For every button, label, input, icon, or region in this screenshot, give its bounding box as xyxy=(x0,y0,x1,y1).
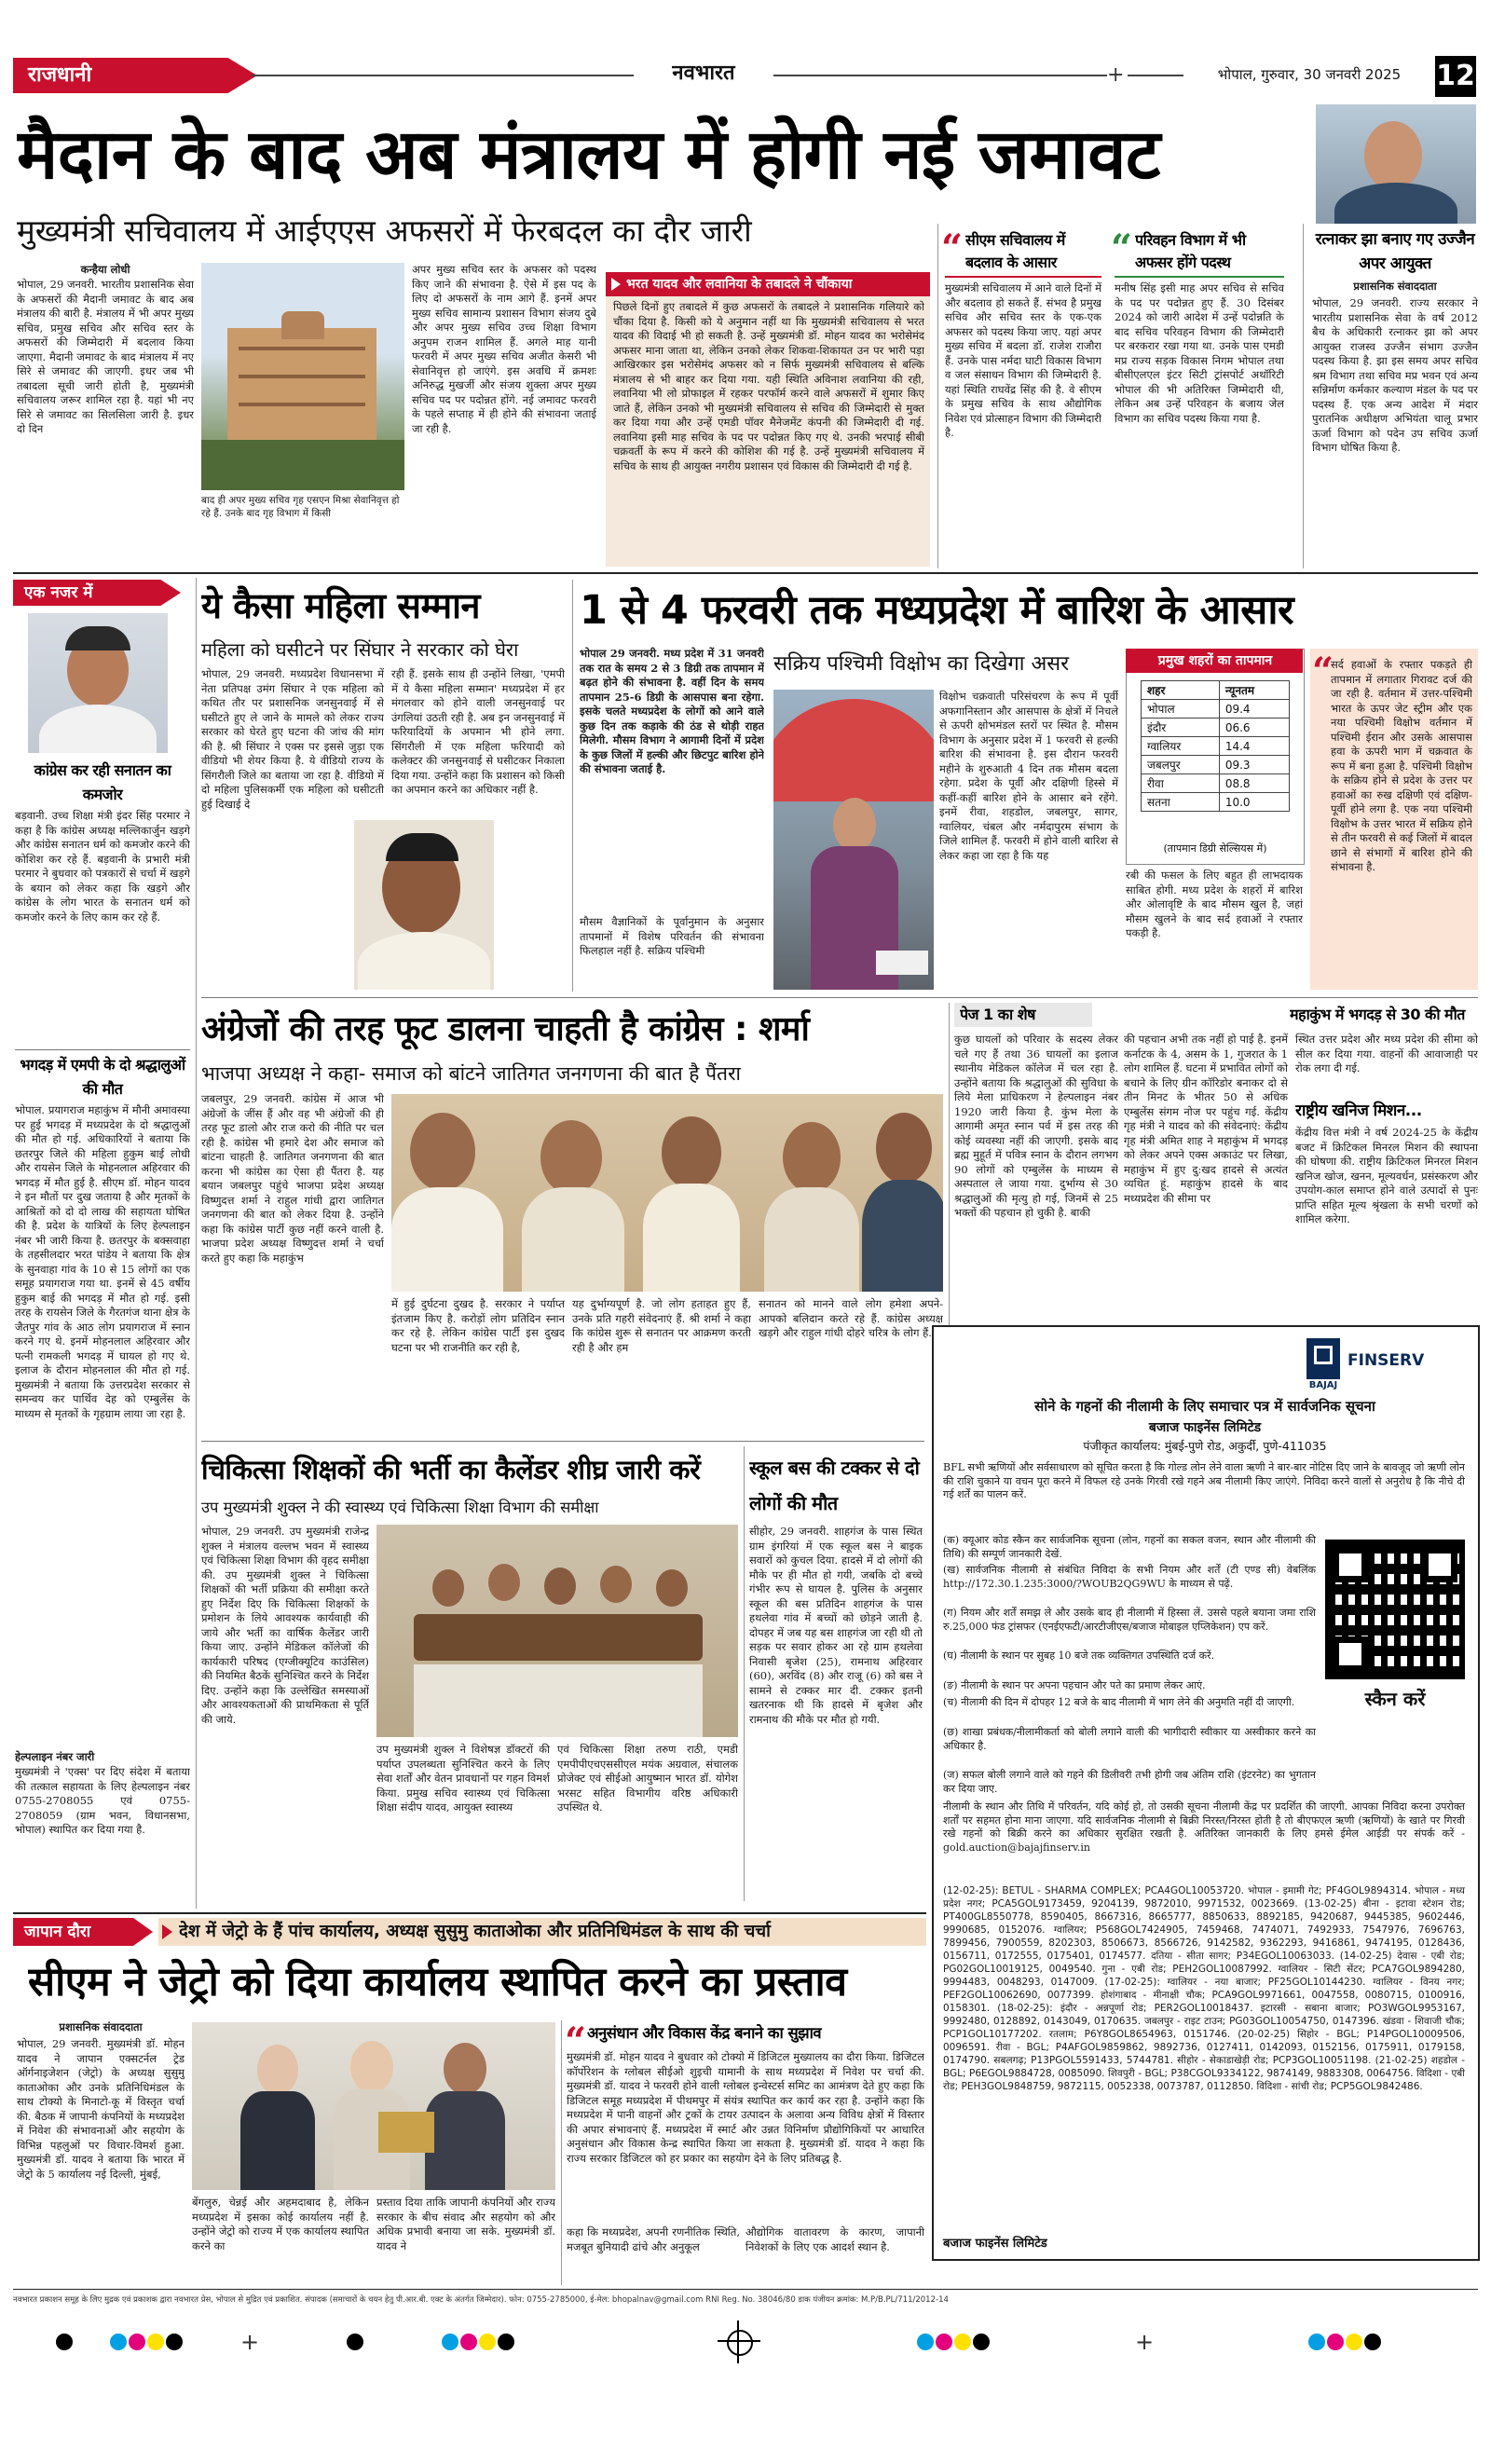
secretariat-photo xyxy=(201,263,404,490)
col-rule xyxy=(572,580,573,992)
col-rule xyxy=(937,224,938,568)
temp-header-city: शहर xyxy=(1142,681,1220,700)
ek-nazar-rule xyxy=(15,1049,190,1050)
notice-office: पंजीकृत कार्यालय: मुंबई-पुणे रोड, अकुर्दी, पुणे-411035 xyxy=(1083,1439,1327,1453)
temp-city: ग्वालियर xyxy=(1142,737,1220,756)
quote-mark-icon: “ xyxy=(565,2019,587,2063)
lead-body-mid: अपर मुख्य सचिव स्तर के अफसर को पदस्थ किए जाने की संभावना है. ऐसे में इस पद के लिए दो अफसरों के नाम आगे हैं. इनमें अपर मुख्य सचिव सामान्य प्रशासन विभाग संजय दुबे और अपर मुख्य सचिव उच्च शिक्षा विभाग अनुपम राजन शामिल हैं. अगले माह यानी फरवरी में अपर मुख्य सचिव अजीत केसरी भी सेवानिवृत्त हो जाएंगे. इस अवधि में क्रमशः अनिरुद्ध मुखर्जी और संजय शुक्ला अपर मुख्य सचिव पद पर पदोन्नत होंगे. नई जमावट फरवरी के पहले सप्ताह में ही होने की संभावना जताई जा रही है. xyxy=(412,263,596,435)
notice-term: (छ) शाखा प्रबंधक/नीलामीकर्ता को बोली लगाने वाली की भागीदारी स्वीकार या अस्वीकार करने का अधिकार है. xyxy=(943,1726,1316,1752)
japan-byline: प्रशासनिक संवाददाता xyxy=(59,2020,143,2033)
table-row xyxy=(1142,700,1290,719)
japan-body-5: औद्योगिक वातावरण के कारण, जापानी निवेशकों के लिए एक आदर्श स्थान है. xyxy=(746,2225,924,2253)
temp-value: 10.0 xyxy=(1219,793,1289,812)
side3-byline: प्रशासनिक संवाददाता xyxy=(1353,280,1437,293)
side2-title: परिवहन विभाग में भी अफसर होंगे पदस्थ xyxy=(1135,231,1246,271)
school-bus-headline: स्कूल बस की टक्कर से दो लोगों की मौत xyxy=(749,1457,920,1514)
box-body: पिछले दिनों हुए तबादले में कुछ अफसरों के तबादले ने प्रशासनिक गलियारे को चौंका दिया है. किसी को ये अनुमान नहीं था कि मुख्यमंत्री सचिवालय से भरत यादव की विदाई भी हो सकती है. उन्हें मुख्यमंत्री डॉ. मोहन यादव का भरोसेमंद अफसर माना जाता था, लेकिन उनको लेकर शिकवा-शिकायत उन पर भारी पड़ा आखिरकार इस भरोसेमंद अफसर को न सिर्फ मुख्यमंत्री सचिवालय से बल्कि मंत्रालय से भी बाहर कर दिया गया. यही स्थिति अविनाश लवानिया की रही, लवानिया भी लो प्रोफाइल में रहकर परफॉर्म करने वाले अफसरों में शुमार किए जाते हैं, लेकिन उनको भी मुख्यमंत्री सचिवालय से सचिव की जिम्मेदारी से मुक्त कर दिया गया और उन्हें एमडी पॉवर मैनेजमेंट कंपनी की जिम्मेदारी दी गई. लवानिया इसी माह सचिव के पद पर पदोन्नत किए गए थे. उनकी भरपाई सीबी चक्रवर्ती के रूप में करने की कोशिश की गई है. उन्हें मुख्यमंत्री सचिवालय में सचिव के साथ ही आयुक्त नगरीय प्रशासन एवं विकास की जिम्मेदारी दी गई है. xyxy=(613,300,924,472)
side3-body: भोपाल, 29 जनवरी. राज्य सरकार ने भारतीय प्रशासनिक सेवा के वर्ष 2012 बैच के अधिकारी रत्नाकर झा को अपर आयुक्त राजस्व उज्जैन संभाग उज्जैन पदस्थ किया है. झा इस समय अपर सचिव श्रम विभाग तथा सचिव मप्र भवन एवं अन्य सन्निर्माण कर्मकार कल्याण मंडल के पद पर पदस्थ हैं. एक अन्य आदेश में मंदार पुरातनिक अधीक्षण अभियंता चालू प्रभार ऊर्जा विभाग को पदेन उप सचिव ऊर्जा विभाग घोषित किया है. xyxy=(1312,296,1478,454)
rain-headline: 1 से 4 फरवरी तक मध्यप्रदेश में बारिश के आसार xyxy=(580,587,1294,634)
temp-value: 14.4 xyxy=(1219,737,1289,756)
japan-sub-title: अनुसंधान और विकास केंद्र बनाने का सुझाव xyxy=(587,2024,822,2042)
japan-body-4: कहा कि मध्यप्रदेश, अपनी रणनीतिक स्थिति, मजबूत बुनियादी ढांचे और अनुकूल xyxy=(567,2225,740,2253)
minister-photo xyxy=(28,613,168,753)
shesh-body-4: केंद्रीय वित्त मंत्री ने वर्ष 2024-25 के केंद्रीय बजट में क्रिटिकल मिनरल मिशन की स्थापना की घोषणा की. राष्ट्रीय क्रिटिकल मिनरल मिशन खनिज खोज, खनन, मूल्यवर्धन, प्रसंस्करण और उपयोग-काल समाप्त होने वाले उत्पादों से पुनः प्राप्ति सहित मूल्य श्रृंखला के सभी चरणों को शामिल करेगा. xyxy=(1295,1126,1478,1225)
shesh-body-3: स्थित उत्तर प्रदेश और मध्य प्रदेश की सीमा को सील कर दिया गया. वाहनों की आवाजाही पर रोक लगा दी गई. xyxy=(1295,1033,1478,1075)
table-row xyxy=(1142,793,1290,812)
side1-body: मुख्यमंत्री सचिवालय में आने वाले दिनों में और बदलाव हो सकते हैं. संभव है प्रमुख सचिव और सचिव स्तर के एक-एक अफसर को पदस्थ किया जाए. यहां अपर मुख्य सचिव में बदला डॉ. राजेश राजौरा हैं. उनके पास नर्मदा घाटी विकास विभाग व जल संसाधन विभाग की जिम्मेदारी है. यहां स्थिति राघवेंद्र सिंह की है. वे सीएम के प्रमुख सचिव के साथ औद्योगिक निवेश एवं प्रोत्साहन विभाग की जिम्मेदारी है. xyxy=(945,281,1101,439)
table-row xyxy=(1142,719,1290,737)
temp-value: 08.8 xyxy=(1219,774,1289,793)
masthead: नवभारत xyxy=(634,60,773,88)
temp-value: 09.4 xyxy=(1219,700,1289,719)
chikitsa-body-2: उप मुख्यमंत्री शुक्ल ने विशेषज्ञ डॉक्टरों की पर्याप्त उपलब्धता सुनिश्चित करने के लिए सेवा शर्तों और वेतन प्रावधानों पर गहन विमर्श किया. प्रमुख सचिव स्वास्थ्य एवं चिकित्सा शिक्षा संदीप यादव, आयुक्त स्वास्थ्य xyxy=(376,1743,550,1814)
japan-banner-arrow-icon xyxy=(162,1924,172,1939)
notice-body-2: नीलामी के स्थान और तिथि में परिवर्तन, यदि कोई हो, तो उसकी सूचना नीलामी केंद्र पर प्रदर्शित की जाएगी. आपका निविदा करना उपरोक्त शर्तों पर सहमत होना माना जाएगा. यदि सार्वजनिक नीलामी से बिक्री निरस्त/निरस्त होती है तो बीएफएल ऋणी (ऋणियों) के खाते पर गिरवी रखे गहनों को बिक्री करने का अधिकार सुरक्षित रखती है. अतिरिक्त जानकारी के लिए हमसे ईमेल आईडी पर संपर्क करें - gold.auction@bajajfinserv.in xyxy=(943,1800,1465,1854)
shesh-title-2: महाकुंभ में भगदड़ से 30 की मौत xyxy=(1290,1006,1465,1023)
congress-headline: अंग्रेजों की तरह फूट डालना चाहती है कांग्रेस : शर्मा xyxy=(201,1010,810,1048)
reporter-photo xyxy=(1316,104,1476,224)
congress-subhead: भाजपा अध्यक्ष ने कहा- समाज को बांटने जातिगत जनगणना की बात है पैंतरा xyxy=(201,1062,741,1085)
lead-subhead: मुख्यमंत्री सचिवालय में आईएएस अफसरों में फेरबदल का दौर जारी xyxy=(17,212,752,249)
ek-nazar-s1-title: कांग्रेस कर रही सनातन का कमजोर xyxy=(34,761,171,803)
temp-city: जबलपुर xyxy=(1142,756,1220,774)
col-rule xyxy=(196,578,197,1909)
section-rule xyxy=(13,572,1478,574)
col-rule xyxy=(561,2020,562,2285)
review-meeting-photo xyxy=(376,1525,738,1737)
rain-quote: सर्द हवाओं के रफ्तार पकड़ते ही तापमान में लगातार गिरावट दर्ज की जा रही है. वर्तमान में उत्तर-पश्चिमी भारत के ऊपर जेट स्ट्रीम और एक नया पश्चिमी विक्षोभ वर्तमान में पश्चिमी ईरान और उसके आसपास हवा के ऊपरी भाग में चक्रवात के रूप में बना हुआ है. पश्चिमी विक्षोभ के सक्रिय होने से प्रदेश के उत्तर पर हवाओं का रुख दक्षिणी एवं दक्षिण-पूर्वी होने लगा है. एक नया पश्चिमी विक्षोभ के उत्तर भारत में सक्रिय होने से तीन फरवरी से कई जिलों में बादल छाने से संभागों में बारिश होने की संभावना है. xyxy=(1331,658,1472,873)
ek-nazar-helpline-title: हेल्पलाइन नंबर जारी xyxy=(15,1750,95,1763)
shesh-title-3: राष्ट्रीय खनिज मिशन... xyxy=(1295,1102,1422,1120)
temp-note: (तापमान डिग्री सेल्सियस में) xyxy=(1163,842,1267,855)
ek-nazar-label: एक नजर में xyxy=(24,583,93,602)
col-rule xyxy=(1303,224,1304,568)
rain-lead: भोपाल 29 जनवरी. मध्य प्रदेश में 31 जनवरी तक रात के समय 2 से 3 डिग्री तक तापमान में बढ़त होने की संभावना है. वहीं दिन के समय तापमान 25-6 डिग्री के आसपास बना रहेगा. इसके चलते मध्यप्रदेश के लोगों को आने वाले कुछ दिन तक कड़ाके की ठंड से थोड़ी राहत मिलेगी. मौसम विभाग ने आगामी दिनों में प्रदेश के कुछ जिलों में हल्की और छिटपुट बारिश होने की संभावना जताई है. xyxy=(580,647,764,775)
temp-value: 06.6 xyxy=(1219,719,1289,737)
quote-mark-icon: “ xyxy=(1312,650,1334,693)
notice-term: (क) क्यूआर कोड स्कैन कर सार्वजनिक सूचना (लोन, गहनों का सकल वजन, स्थान और नीलामी की तिथि) की सम्पूर्ण जानकारी देखें. xyxy=(943,1534,1316,1560)
notice-term: (घ) नीलामी के स्थान पर सुबह 10 बजे तक व्यक्तिगत उपस्थिति दर्ज करें. xyxy=(943,1650,1215,1662)
temp-city: इंदौर xyxy=(1142,719,1220,737)
side2-rule xyxy=(1115,276,1284,278)
notice-company: बजाज फाइनेंस लिमिटेड xyxy=(1148,1420,1262,1435)
side2-body: मनीष सिंह इसी माह अपर सचिव से सचिव के पद पर पदोन्नत हुए हैं. 30 दिसंबर 2024 को जारी आदेश में उन्हें पदोन्नति के बाद सचिव परिवहन विभाग की जिम्मेदारी पर बरकरार रखा गया था. उनके पास एमडी मप्र राज्य सड़क विकास निगम भोपाल तथा बीसीएलएल इंटर सिटी ट्रांसपोर्ट अथॉरिटी भोपाल की भी अतिरिक्त जिम्मेदारी थी, लेकिन अब उन्हें परिवहन के बजाय जेल विभाग का सचिव पदस्थ किया गया है. xyxy=(1115,281,1284,425)
footer-rule xyxy=(13,2289,1478,2290)
school-bus-body: सीहोर, 29 जनवरी. शाहगंज के पास स्थित ग्राम इंगरियां में एक स्कूल बस ने बाइक सवारों को कुचल दिया. हादसे में दो लोगों की मौके पर ही मौत हो गयी, जबकि दो बच्चे गंभीर रूप से घायल है. पुलिस के अनुसार स्कूल की बस प्रतिदिन शाहगंज के पास हथलेवा गांव में बच्चों को छोड़ने जाती है. दोपहर में जब यह बस शाहगंज जा रही थी तो सड़क पर सवार होकर आ रहे ग्राम हथलेवा निवासी बृजेश (25), रामनाथ अहिरवार (60), अरविंद (8) और राजू (6) को बस ने सामने से टक्कर मार दी. टक्कर इतनी खतरनाक थी कि हादसे में बृजेश और रामनाथ की मौके पर मौत हो गयी. xyxy=(749,1525,923,1726)
col-rule xyxy=(744,1446,745,1901)
japan-banner: देश में जेट्रो के हैं पांच कार्यालय, अध्यक्ष सुसुमु काताओका और प्रतिनिधिमंडल के साथ की चर्चा xyxy=(179,1922,771,1941)
bajaj-brand-right: FINSERV xyxy=(1347,1351,1425,1370)
notice-accounts: (12-02-25): BETUL - SHARMA COMPLEX; PCA4GOL10053720. भोपाल - इमामी गेट; PF4GOL9894314. भोपाल - मध्य प्रदेश नगर; PCA5GOL9173459, 9204139, 9872010, 9971532, 0023669. (13-02-25) बीना - इटावा स्टेशन रोड; PT400GL8550778, 8590405, 8667316, 8665777, 8850633, 8892185, 9420687, 9445385, 9602446, 9990685, 0152076. ग्वालियर; P568GOL7424905, 7459468, 7474071, 7492933, 7547976, 7696763, 7899456, 7900559, 8202303, 8506673, 8566726, 9142582, 9362293, 9416861, 9474195, 0128436, 0156711, 0172555, 0175401, 0174577. दतिया - सीता सागर; P34EGOL10063033. (14-02-25) देवास - एबी रोड; PG02GOL10019125, 0049540. गुना - एबी रोड; PEH2GOL10087992. ग्वालियर - सिटी सेंटर; PCA7GOL9894280, 9994483, 0048293, 0147009. (17-02-25): ग्वालियर - नया बाजार; PF25GOL10144230. ग्वालियर - विनय नगर; PEF2GOL10062690, 0077399. होशंगाबाद - मीनाक्षी चौक; PCA9GOL9971661, 0047558, 0080715, 0100916, 0158301. (18-02-25): इंदौर - अन्नपूर्णा रोड; PER2GOL10018437. इटारसी - सबाना बाजार; PO3WGOL9953167, 9992480, 0128892, 0143049, 0170635. जबलपुर - राइट टाउन; PG03GOL10054750, 0147396. खंडवा - शिवाजी चौक; PCP1GOL10177202. रतलाम; P6Y8GOL8654963, 0151746. (20-02-25) सिहोर - BGL; P14PGOL10009506, 0096591. रीवा - BGL; P4AFGOL9859862, 9892736, 0127411, 0142093, 0152156, 0175911, 0179158, 0174790. सबलगढ़; P13PGOL5591433, 5744781. सीहोर - सेकाडाखेड़ी रोड; PCP3GOL10051198. (21-02-25) शहडोल - BGL; P6EGOL9884728, 0085090. शिवपुरी - BGL; P38CGOL9334122, 9874149, 9883308, 0064756. विदिशा - एबी रोड; PEH3GOL9848759, 9872115, 0052338, 0073787, 0112850. विदिशा - सांची रोड; PCP5GOL9842486. xyxy=(943,1885,1465,2092)
registration-bar: + + xyxy=(0,2319,1491,2365)
rain-lead-2: मौसम वैज्ञानिकों के पूर्वानुमान के अनुसार तापमानों में विशेष परिवर्तन की संभावना फिलहाल नहीं है. सक्रिय पश्चिमी xyxy=(580,915,764,957)
notice-footer: बजाज फाइनेंस लिमिटेड xyxy=(943,2237,1047,2251)
congress-body-2: में हुई दुर्घटना दुखद है. सरकार ने पर्याप्त इंतजाम किए है. करोड़ों लोग प्रतिदिन स्नान कर रहे है. लेकिन कांग्रेस पार्टी इस दुखद घटना पर भी राजनीति कर रही है, xyxy=(391,1297,565,1354)
mahila-headline: ये कैसा महिला सम्मान xyxy=(201,585,480,626)
mahila-body-2: रही हैं. इसके साथ ही उन्होंने लिखा, 'एमपी में ये कैसा महिला सम्मान' मध्यप्रदेश में हर मंगलवार को होने वाली जनसुनवाई पर उंगलियां उठती रही है. अब इन जनसुनवाई में फरियादियों के अपमान भी होने लगा. सिंगरौली में एक महिला फरियादी को कलेक्टर की जनसुनवाई से घसीटकर निकाला दिया गया. उन्होंने कहा कि प्रशासन को किसी का अपमान करने का अधिकार नहीं है. xyxy=(391,667,565,796)
section-rule xyxy=(201,997,1478,998)
rain-umbrella-photo xyxy=(773,690,934,990)
mahila-body-2b xyxy=(499,820,565,990)
japan-body-3: प्रस्ताव दिया ताकि जापानी कंपनियों और राज्य सरकार के बीच संवाद और सहयोग को और अधिक प्रभावी बनाया जा सके. मुख्यमंत्री डॉ. यादव ने xyxy=(376,2196,555,2252)
side1-title: सीएम सचिवालय में बदलाव के आसार xyxy=(965,231,1065,271)
japan-body-1: भोपाल, 29 जनवरी. मुख्यमंत्री डॉ. मोहन यादव ने जापान एक्सटर्नल ट्रेड ऑर्गनाइजेशन (जेट्रो) के अध्यक्ष सुसुमु काताओका और उनके प्रतिनिधिमंडल के साथ टोक्यो के मिनाटो-कू में विस्तृत चर्चा की. बैठक में जापानी कंपनियों के मध्यप्रदेश में निवेश की संभावनाओं और सहयोग के विभिन्न पहलुओं पर विचार-विमर्श हुआ. मुख्यमंत्री डॉ. यादव ने बताया कि भारत में जेट्रो के 5 कार्यालय नई दिल्ली, मुंबई, xyxy=(17,2037,185,2181)
table-row xyxy=(1142,774,1290,793)
section-rule xyxy=(201,1441,924,1442)
dateline: भोपाल, गुरुवार, 30 जनवरी 2025 xyxy=(1183,63,1435,86)
notice-term: (ङ) नीलामी के स्थान पर अपना पहचान और पते का प्रमाण लेकर आएं. xyxy=(943,1679,1206,1691)
bajaj-brand: BAJAJ xyxy=(1308,1380,1338,1390)
side3-title: रत्नाकर झा बनाए गए उज्जैन अपर आयुक्त xyxy=(1315,230,1475,273)
imprint: नवभारत प्रकाशन समूह के लिए मुद्रक एवं प्रकाशक द्वारा नवभारत प्रेस, भोपाल से मुद्रित एवं प्रकाशित. संपादक (समाचारों के चयन हेतु पी.आर.बी. एक्ट के अंतर्गत जिम्मेदार). फोन: 0755-2785000, ई-मेल: bhopalnav@gmail.com RNI Reg. No. 38046/80 डाक पंजीयन क्रमांक: M.P/B.PL/711/2012-14 xyxy=(13,2295,949,2305)
box-title: भरत यादव और लवानिया के तबादले ने चौंकाया xyxy=(626,277,853,292)
ek-nazar-s2-title: भगदड़ में एमपी के दो श्रद्धालुओं की मौत xyxy=(20,1056,185,1098)
rain-body-2: रबी की फसल के लिए बहुत ही लाभदायक साबित होगी. मध्य प्रदेश के शहरों में बारिश और ओलावृष्टि के बाद मौसम खुल है, जहां मौसम खुलने के बाद सर्द हवाओं ने रफ्तार पकड़ी है. xyxy=(1126,869,1303,939)
ek-nazar-s2-body: भोपाल. प्रयागराज महाकुंभ में मौनी अमावस्या पर हुई भगदड़ में मध्यप्रदेश के दो श्रद्धालुओं की मौत हो गई. अधिकारियों ने बताया कि छतरपुर जिले की महिला हुकुम बाई लोधी और रायसेन जिले के मोहनलाल अहिरवार की भगदड़ में मौत हुई है. सीएम डॉ. मोहन यादव ने इन मौतों पर दुख जताया है और मृतकों के आश्रितों को दो दो लाख की सहायता घोषित की है. प्रदेश के यात्रियों के लिए हेल्पलाइन नंबर भी जारी किया है. छतरपुर के बक्सवाहा के तहसीलदार भरत पांडेय ने बताया कि क्षेत्र के सुनवाहा गांव के 10 से 15 लोगों का एक समूह प्रयागराज गया था. इनमें से 45 वर्षीय हुकुम बाई की भगदड़ में मौत हो गई. इसी तरह के रायसेन जिले के गैरतगंज थाना क्षेत्र के जैतपुर गांव के आठ लोग प्रयागराज में स्नान करने गए थे. इनमें मोहनलाल अहिरवार और पत्नी रामकली भगदड़ में घायल हो गए थे. इलाज के दौरान मोहनलाल की मौत हो गई. मुख्यमंत्री ने बताया कि उत्तरप्रदेश सरकार से समन्वय कर पार्थिव देह को एम्बुलेंस के माध्यम से मृतकों के गृहग्राम लाया जा रहा है. xyxy=(15,1103,190,1420)
quote-mark-icon: “ xyxy=(941,226,964,270)
shesh-body-2: की पहचान अभी तक नहीं हो पाई है. इनमें कर्नाटक के 4, असम के 1, गुजरात के 1 लोग शामिल हैं. घटना में प्रभावित लोगों को बचाने के लिए ग्रीन कॉरिडोर बनाकर दो से तीन मिनट के भीतर 50 से अधिक एम्बुलेंस संगम नोज पर पहुंच गई. केंद्रीय गृह मंत्री ने यादव को की संवेदनाएं: केंद्रीय गृह मंत्री अमित शाह ने महाकुंभ में भगदड़ को लेकर अपने एक्स अकाउंट पर लिखा, महाकुंभ में हुए दु:खद हादसे से अत्यंत व्यथित हूं. महाकुंभ हादसे के बाद मध्यप्रदेश की सीमा पर xyxy=(1124,1033,1288,1205)
lead-body-left: भोपाल, 29 जनवरी. भारतीय प्रशासनिक सेवा के अफसरों की मैदानी जमावट के बाद अब मंत्रालय की बारी है. मंत्रालय में भी अपर मुख्य सचिव, प्रमुख सचिव और सचिव स्तर के अफसरों की जिम्मेदारी में बदलाव किया जाएगा. मैदानी जमावट के बाद मंत्रालय में नए सिरे से जमावट की जाएगी. इधर जब भी तबादला सूची जारी होती है, मुख्यमंत्री सचिवालय जरूर शामिल रहा है. यहां भी नए सिरे से जमावट का सिलसिला जारी है. इधर दो दिन xyxy=(17,278,194,435)
sharma-press-photo xyxy=(391,1094,943,1292)
shesh-title: पेज 1 का शेष xyxy=(960,1006,1035,1023)
chikitsa-headline: चिकित्सा शिक्षकों की भर्ती का कैलेंडर शीघ्र जारी करें xyxy=(201,1454,701,1485)
qr-label: स्कैन करें xyxy=(1364,1688,1426,1710)
congress-body-4: सनातन को मानने वाले लोग हमेशा अपने-आपको बलिदान करते रहे हैं. कांग्रेस अध्यक्ष खड़गे और राहुल गांधी दोहरे चरित्र के लोग हैं. xyxy=(759,1297,943,1339)
temp-city: सतना xyxy=(1142,793,1220,812)
rain-subhead: सक्रिय पश्चिमी विक्षोभ का दिखेगा असर xyxy=(773,652,1070,676)
japan-label: जापान दौरा xyxy=(24,1923,91,1941)
japan-body-2: बेंगलुरु, चेन्नई और अहमदाबाद है, लेकिन मध्यप्रदेश में इसका कोई कार्यालय नहीं है. उन्होंने जेट्रो को राज्य में एक कार्यालय स्थापित करने का xyxy=(192,2196,369,2252)
secretariat-photo-caption: बाद ही अपर मुख्य सचिव गृह एसएन मिश्रा सेवानिवृत्त हो रहे हैं. उनके बाद गृह विभाग में किसी xyxy=(201,495,400,519)
section-rule xyxy=(13,1912,926,1914)
table-row xyxy=(1142,756,1290,774)
register-mark-icon: + xyxy=(1107,65,1128,86)
chikitsa-body-3: एवं चिकित्सा शिक्षा तरुण राठी, एमडी एमपीपीएचएससीएल मयंक अग्रवाल, संचालक प्रोजेक्ट एवं सीईओ आयुष्मान भारत डॉ. योगेश भरसट सहित विभागीय वरिष्ठ अधिकारी उपस्थित थे. xyxy=(557,1743,738,1814)
rain-body: विक्षोभ चक्रवाती परिसंचरण के रूप में पूर्वी अफगानिस्तान और आसपास के क्षेत्रों में निचले से ऊपरी क्षोभमंडल स्तरों पर स्थित है. मौसम विभाग के अनुसार प्रदेश में 1 फरवरी से हल्की बारिश की संभावना है. इस दौरान फरवरी महीने के शुरुआती 4 दिन तक मौसम बदला रहेगा. प्रदेश के पूर्वी और दक्षिणी हिस्से में कहीं-कहीं बारिश होने के आसार बने रहेंगे. इनमें रीवा, शहडोल, जबलपुर, सागर, ग्वालियर, चंबल और नर्मदापुरम संभाग के जिले शामिल हैं. फरवरी में होने वाली बारिश से लेकर कहा जा रहा है कि यह xyxy=(939,690,1118,862)
temp-table xyxy=(1141,680,1290,812)
bajaj-logo xyxy=(1306,1338,1340,1379)
ek-nazar-s1-body: बड़वानी. उच्च शिक्षा मंत्री इंदर सिंह परमार ने कहा है कि कांग्रेस अध्यक्ष मल्लिकार्जुन खड़गे और कांग्रेस सनातन धर्म को कमजोर करने की कोशिश कर रहे हैं. बड़वानी के प्रभारी मंत्री परमार ने बुधवार को पत्रकारों से चर्चा में खड़गे के बयान को लेकर कहा कि खड़गे और कांग्रेस के लोग भारत के सनातन धर्म को कमजोर करने के लिए काम कर रहे हैं. xyxy=(15,809,190,924)
section-label: राजधानी xyxy=(28,63,92,87)
temp-city: भोपाल xyxy=(1142,700,1220,719)
singhar-photo xyxy=(354,820,494,990)
temp-title: प्रमुख शहरों का तापमान xyxy=(1157,653,1273,668)
notice-term: (ज) सफल बोली लगाने वाले को गहने की डिलीवरी तभी होगी जब अंतिम राशि (इंटरनेट) का भुगतान कर दिया जाए. xyxy=(943,1769,1316,1795)
notice-term: (ग) नियम और शर्तें समझ ले और उसके बाद ही नीलामी में हिस्सा लें. उससे पहले बयाना जमा राशि रु.25,000 फंड ट्रांसफर (एनईएफटी/आरटीजीएस/बजाज मोबाइल एप्लिकेशन) एप करें. xyxy=(943,1607,1316,1633)
japan-sub-body: मुख्यमंत्री डॉ. मोहन यादव ने बुधवार को टोक्यो में डिजिटल मुख्यालय का दौरा किया. डिजिटल कॉर्पोरेशन के ग्लोबल सीईओ शुइची यामानी के साथ मध्यप्रदेश में निवेश पर चर्चा की. मुख्यमंत्री डॉ. यादव ने फरवरी होने वाली ग्लोबल इन्वेस्टर्स समिट का आमंत्रण देते हुए कहा कि डिजिटल समूह मध्यप्रदेश में पीथमपुर में संयंत्र स्थापित कर कार्य कर रहा है. उन्होंने कहा कि मध्यप्रदेश में पानी वाहनों और ट्रकों के टायर उत्पादन के अलावा अन्य विविध क्षेत्रों में विस्तार की अपार संभावनाएं हैं. मध्यप्रदेश में स्मार्ट और उन्नत विनिर्माण प्रौद्योगिकियों पर आधारित अनुसंधान और विकास केन्द्र स्थापित किया जा सकता है. मुख्यमंत्री डॉ. यादव ने कहा कि राज्य सरकार डिजिटल को हर प्रकार का सहयोग देने के लिए प्रतिबद्ध है. xyxy=(567,2050,924,2165)
qr-code[interactable] xyxy=(1325,1540,1465,1679)
mahila-body-1: भोपाल, 29 जनवरी. मध्यप्रदेश विधानसभा में नेता प्रतिपक्ष उमंग सिंघार ने एक महिला को कथित तौर पर प्रशासनिक जनसुनवाई में से घसीटते हुए ले जाने के मामले को लेकर राज्य सरकार को घेरते हुए घटना की जांच की मांग की है. श्री सिंघार ने एक्स पर इससे जुड़ा एक वीडियो भी शेयर किया है. ये वीडियो राज्य के सिंगरौली जिले का बताया जा रहा है. वीडियो में दो महिला पुलिसकर्मी एक महिला को घसीटती हुई दिखाई दे xyxy=(201,667,384,811)
chikitsa-body-1: भोपाल, 29 जनवरी. उप मुख्यमंत्री राजेन्द्र शुक्ल ने मंत्रालय वल्लभ भवन में स्वास्थ्य एवं चिकित्सा शिक्षा विभाग की वृहद समीक्षा की. उप मुख्यमंत्री शुक्ल ने चिकित्सा शिक्षकों की भर्ती प्रक्रिया की समीक्षा करते हुए निर्देश दिए कि चिकित्सा शिक्षकों के प्रमोशन के लिये आवश्यक कार्यवाही की जाये और भर्ती का वार्षिक कैलेंडर जारी किया जाए. उन्होंने मेडिकल कॉलेजों की कार्यकारी परिषद (एग्जीक्यूटिव काउंसिल) की नियमित बैठकें सुनिश्चित करने के निर्देश दिए. उन्होंने कहा कि उल्लेखित समस्याओं और आवश्यकताओं की प्राथमिकता से पूर्ति की जाये. xyxy=(201,1525,369,1726)
side1-rule xyxy=(945,276,1101,278)
chikitsa-subhead: उप मुख्यमंत्री शुक्ल ने की स्वास्थ्य एवं चिकित्सा शिक्षा विभाग की समीक्षा xyxy=(201,1499,599,1516)
quote-mark-icon: “ xyxy=(1111,226,1133,270)
congress-body-1: जबलपुर, 29 जनवरी. कांग्रेस में आज भी अंग्रेजों के जींस हैं और वह भी अंग्रेजों की ही तरह फूट डालो और राज करो की नीति पर चल रही है. कांग्रेस भी हमारे देश और समाज को बांटना चाहती है. जातिगत जनगणना की बात करना भी कांग्रेस का ऐसा ही पैंतरा है. यह बयान जबलपुर पहुंचे भाजपा प्रदेश अध्यक्ष विष्णुदत्त शर्मा ने राहुल गांधी द्वारा जातिगत जनगणना की बात को लेकर दिया है. उन्होंने कहा कि कांग्रेस पार्टी कुछ नहीं करने वाली है. भाजपा प्रदेश अध्यक्ष विष्णुदत्त शर्मा ने चर्चा करते हुए कहा कि महाकुंभ xyxy=(201,1092,384,1265)
table-row xyxy=(1142,737,1290,756)
notice-term: (च) नीलामी की दिन में दोपहर 12 बजे के बाद नीलामी में भाग लेने की अनुमति नहीं दी जाएगी. xyxy=(943,1696,1295,1708)
ek-nazar-helpline-body: मुख्यमंत्री ने 'एक्स' पर दिए संदेश में बताया की तत्काल सहायता के लिए हेल्पलाइन नंबर 0755-2708055 एवं 0755-2708059 (ग्राम भवन, विधानसभा, भोपाल) स्थापित कर दिया गया है. xyxy=(15,1765,190,1836)
temp-value: 09.3 xyxy=(1219,756,1289,774)
page-number: 12 xyxy=(1435,56,1476,97)
japan-headline: सीएम ने जेट्रो को दिया कार्यालय स्थापित करने का प्रस्ताव xyxy=(28,1959,847,2005)
mahila-subhead: महिला को घसीटने पर सिंघार ने सरकार को घेरा xyxy=(201,638,519,661)
table-row xyxy=(1142,681,1290,700)
lead-headline: मैदान के बाद अब मंत्रालय में होगी नई जमावट xyxy=(17,115,1160,195)
notice-title: सोने के गहनों की नीलामी के लिए समाचार पत्र में सार्वजनिक सूचना xyxy=(1034,1398,1375,1415)
lead-byline: कन्हैया लोधी xyxy=(80,263,130,276)
temp-header-min: न्यूनतम xyxy=(1219,681,1289,700)
temp-city: रीवा xyxy=(1142,774,1220,793)
box-title-arrow-icon xyxy=(611,278,621,291)
notice-term: (ख) सार्वजनिक नीलामी से संबंधित निविदा के सभी नियम और शर्तें (टी एण्ड सी) वेबलिंक http://172.30.1.235:3000/?WOUB2QG9WU के माध्यम से पढ़ें. xyxy=(943,1564,1316,1590)
jetro-meeting-photo xyxy=(192,2022,555,2190)
shesh-body-1: कुछ घायलों को परिवार के सदस्य लेकर चले गए हैं तथा 36 घायलों का इलाज स्थानीय मेडिकल कॉलेज में चल रहा है. उन्होंने बताया कि श्रद्धालुओं की सुविधा के लिये मेला प्राधिकरण ने हेल्पलाइन नंबर 1920 जारी किया है. कुंभ मेला के आगामी अमृत स्नान पर्व में इस तरह की कोई व्यवस्था नहीं की जाएगी. इसके बाद ब्रह्म मुहूर्त में पवित्र स्नान के दौरान लगभग 90 लोगों को एम्बुलेंस के माध्यम से अस्पताल ले जाया गया. दुर्भाग्य से 30 श्रद्धालुओं की मृत्यु हो गई, जिनमें से 25 भक्तों की पहचान हो चुकी है. बाकी xyxy=(954,1033,1118,1219)
notice-body: BFL सभी ऋणियों और सर्वसाधारण को सूचित करता है कि गोल्ड लोन लेने वाला ऋणी ने बार-बार नोटिस दिए जाने के बावजूद जो ऋणी लोन की राशि चुकाने या वचन पूरा करने में विफल रहे उनके गिरवी रखे गहने अब नीलामी किए जाएंगे. निविदा करने वालों से अनुरोध है कि नीचे दी गई शर्तें का पालन करें. xyxy=(943,1461,1465,1500)
congress-body-3: यह दुर्भाग्यपूर्ण है. जो लोग हताहत हुए हैं, उनके प्रति गहरी संवेदनाएं हैं. श्री शर्मा ने कहा कि कांग्रेस शुरू से सनातन पर आक्रमण करती रही है और हम xyxy=(572,1297,751,1354)
